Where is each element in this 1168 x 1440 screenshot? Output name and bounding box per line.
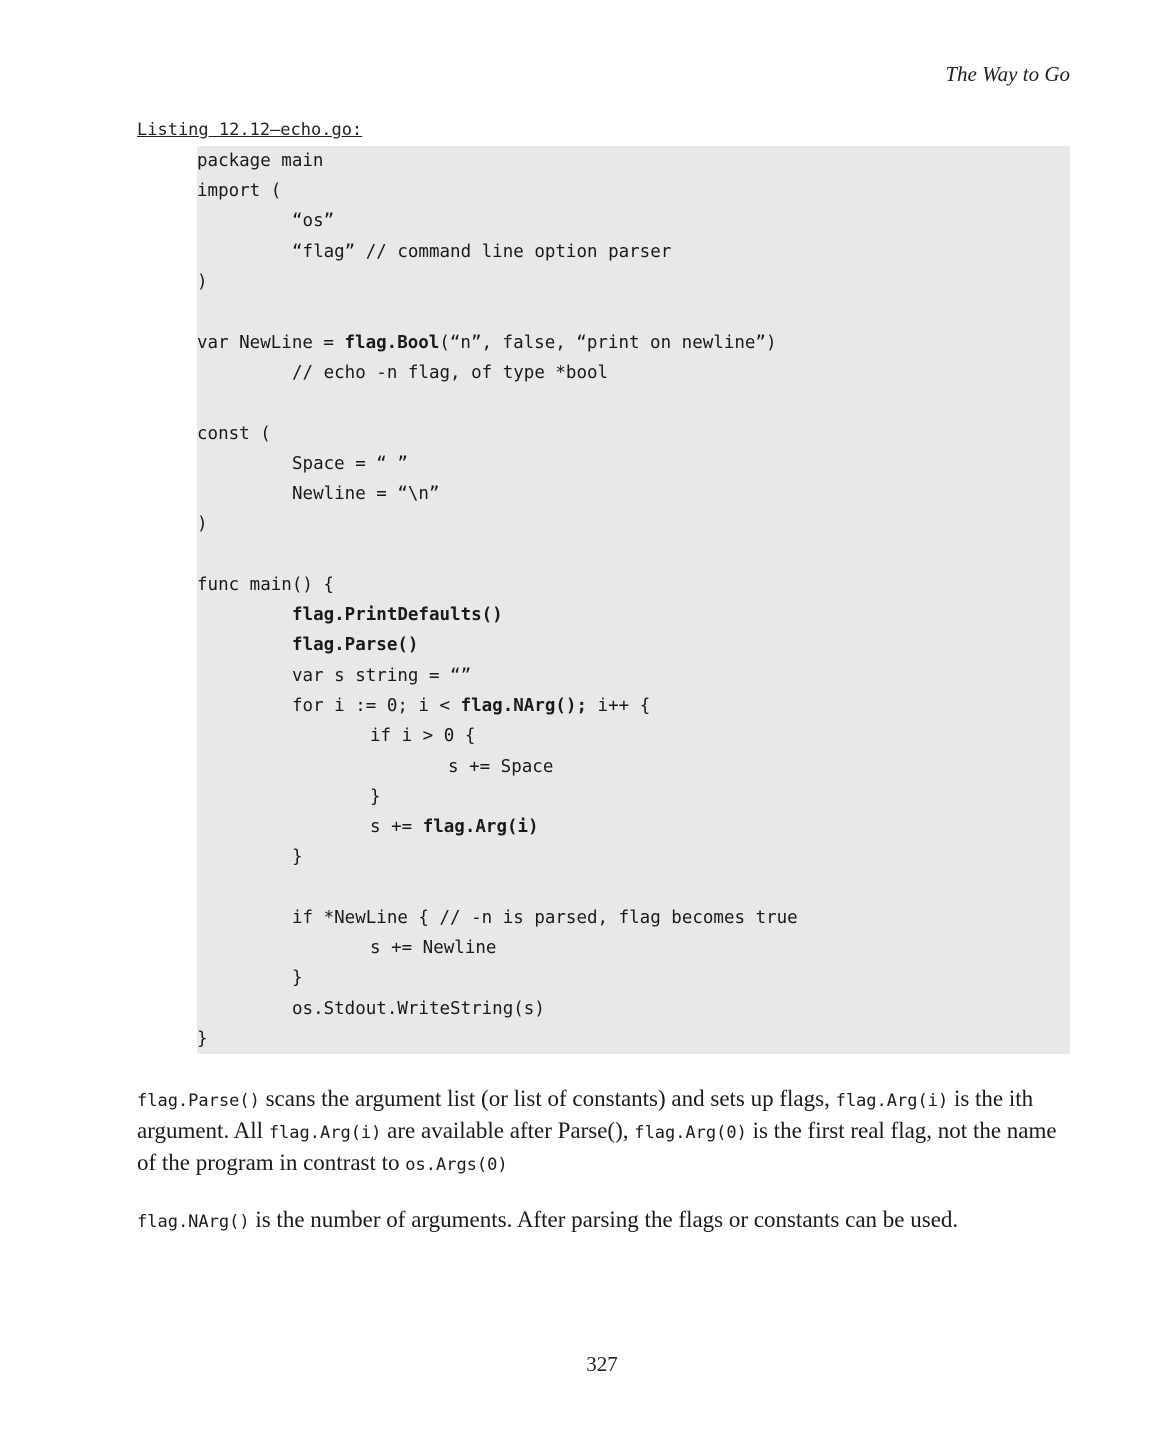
paragraph-text: scans the argument list (or list of constants) and sets up flags,: [259, 1086, 836, 1111]
page-number: 327: [586, 1352, 618, 1376]
code-text: for i := 0; i <: [292, 696, 461, 716]
code-line: import (: [197, 181, 282, 201]
code-line: [197, 328, 777, 358]
code-line: [197, 600, 503, 630]
code-line: if *NewLine { // -n is parsed, flag becomes true: [292, 908, 798, 928]
code-keyword-bold: flag.Bool: [344, 333, 440, 353]
code-line: const (: [197, 424, 271, 444]
code-line: s += Space: [448, 757, 554, 777]
inline-code: flag.Parse(): [137, 1091, 260, 1111]
inline-code: flag.Arg(0): [634, 1123, 747, 1143]
code-keyword-bold: flag.PrintDefaults(): [292, 605, 503, 625]
running-header: The Way to Go: [945, 62, 1070, 86]
code-line: “os”: [292, 211, 335, 231]
inline-code: os.Args(0): [405, 1155, 508, 1175]
code-line: s += Newline: [370, 938, 497, 958]
code-line: ): [197, 272, 208, 292]
paragraph-text: are available after Parse(),: [381, 1118, 635, 1143]
inline-code: flag.Arg(i): [835, 1091, 949, 1111]
code-keyword-bold: flag.Parse(): [292, 635, 419, 655]
code-text: i++ {: [587, 696, 651, 716]
inline-code: flag.Arg(i): [268, 1123, 382, 1143]
code-line: Space = “ ”: [292, 454, 408, 474]
paragraph-flag-parse: [137, 1084, 1072, 1180]
paragraph-text: is the number of arguments. After parsing the flags or constants can be used.: [249, 1207, 959, 1232]
paragraph-flag-narg: [137, 1205, 1072, 1237]
code-line: }: [292, 847, 303, 867]
code-line: if i > 0 {: [370, 726, 476, 746]
listing-caption: Listing 12.12—echo.go:: [137, 120, 363, 140]
code-line: }: [197, 1029, 208, 1049]
code-line: }: [370, 787, 381, 807]
inline-code: flag.NArg(): [137, 1212, 250, 1232]
code-keyword-bold: flag.Arg(i): [422, 817, 539, 837]
code-line: “flag” // command line option parser: [292, 242, 672, 262]
code-line: [197, 691, 650, 721]
code-line: func main() {: [197, 575, 334, 595]
code-line: [197, 630, 418, 660]
code-text: var NewLine =: [197, 333, 345, 353]
code-text: s +=: [370, 817, 423, 837]
code-line: var s string = “”: [292, 666, 472, 686]
paragraph-text: is the first real flag, not the name of the program in contrast to: [137, 1118, 1057, 1175]
code-line: [197, 812, 539, 842]
code-line: os.Stdout.WriteString(s): [292, 999, 545, 1019]
code-block: [197, 146, 1070, 1054]
code-text: (“n”, false, “print on newline”): [439, 333, 777, 353]
code-keyword-bold: flag.NArg();: [460, 696, 588, 716]
code-line: ): [197, 514, 208, 534]
code-line: // echo -n flag, of type *bool: [292, 363, 609, 383]
code-line: package main: [197, 151, 324, 171]
code-line: Newline = “\n”: [292, 484, 440, 504]
paragraph-text: is the ith argument. All: [137, 1086, 1034, 1143]
code-line: }: [292, 968, 303, 988]
